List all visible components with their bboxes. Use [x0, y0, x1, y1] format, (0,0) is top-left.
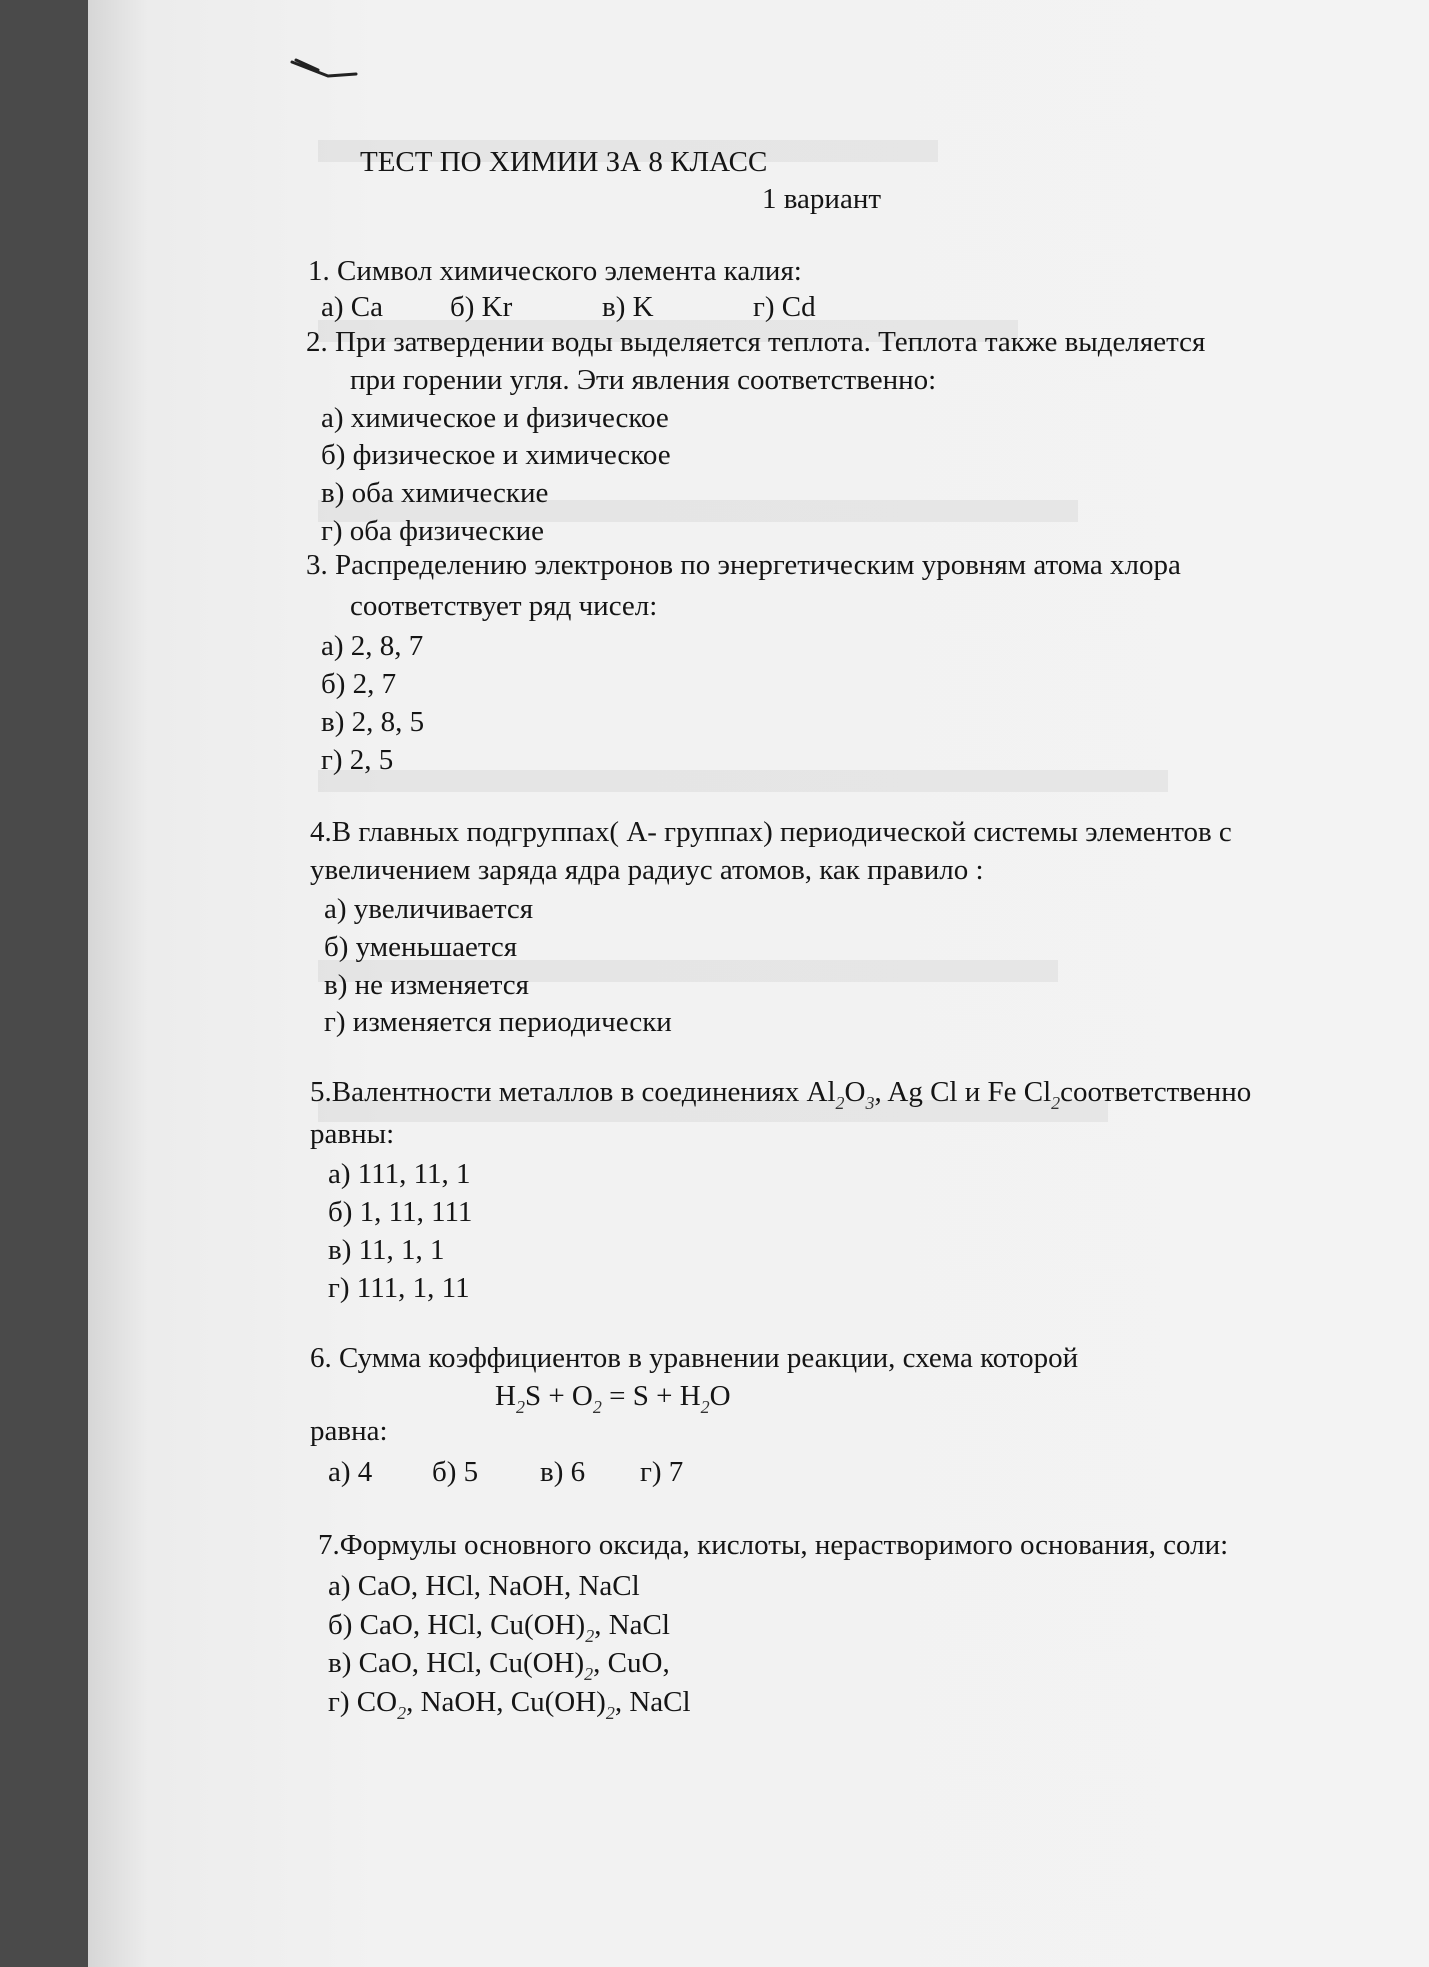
option-b: б) физическое и химическое [321, 439, 671, 471]
option-text: б) CaO, HCl, Cu(OH) [328, 1609, 586, 1641]
option-v: в) K [602, 291, 654, 323]
subscript: 2 [592, 1397, 602, 1417]
option-v: в) оба химические [321, 477, 549, 509]
question-stem: 7.Формулы основного оксида, кислоты, нерастворимого основания, соли: [318, 1529, 1229, 1561]
equation-part: = S + H [601, 1380, 701, 1412]
option-b: б) Kr [450, 291, 513, 323]
option-b: б) 1, 11, 111 [328, 1196, 473, 1228]
option-b: б) уменьшается [324, 931, 518, 963]
handwritten-page-mark [288, 52, 358, 88]
stem-part: O [844, 1076, 866, 1108]
option-a: а) увеличивается [324, 893, 534, 925]
stem-part: 5.Валентности металлов в соединениях Al [310, 1076, 836, 1108]
question-stem-continued: равны: [310, 1118, 395, 1150]
reaction-equation [495, 1378, 731, 1425]
option-text: , NaCl [614, 1686, 691, 1718]
equation-part: S + O [524, 1380, 593, 1412]
subscript: 2 [700, 1397, 710, 1417]
option-a: а) 2, 8, 7 [321, 630, 424, 662]
option-v: в) не изменяется [324, 969, 529, 1001]
option-v: в) 2, 8, 5 [321, 706, 425, 738]
option-a: а) Ca [321, 291, 383, 323]
option-g: г) изменяется периодически [324, 1006, 672, 1038]
option-g: г) Cd [753, 291, 816, 323]
paper-sheet [88, 0, 1429, 1967]
option-text: а) CaO, HCl, NaOH, NaCl [328, 1570, 640, 1602]
option-text: , NaOH, Cu(OH) [406, 1686, 606, 1718]
subscript: 2 [585, 1626, 595, 1646]
variant-label: 1 вариант [762, 183, 882, 215]
subscript: 2 [605, 1703, 615, 1723]
equation-part: O [709, 1380, 731, 1412]
question-stem-continued: равна: [310, 1415, 388, 1447]
option-g [328, 1684, 691, 1731]
option-g: г) 111, 1, 11 [328, 1272, 470, 1304]
subscript: 2 [1051, 1093, 1061, 1113]
option-b: б) 5 [432, 1456, 479, 1488]
option-text: , CuO, [593, 1647, 670, 1679]
question-stem: 2. При затвердении воды выделяется теплота. Теплота также выделяется [306, 326, 1206, 358]
subscript: 2 [584, 1664, 594, 1684]
subscript: 2 [397, 1703, 407, 1723]
stem-part: соответственно [1060, 1076, 1252, 1108]
stem-part: , Ag Cl и Fe Cl [874, 1076, 1052, 1108]
option-b: б) 2, 7 [321, 668, 397, 700]
subscript: 2 [835, 1093, 845, 1113]
subscript: 2 [515, 1397, 525, 1417]
option-a: а) 111, 11, 1 [328, 1158, 471, 1190]
option-v: в) 11, 1, 1 [328, 1234, 445, 1266]
equation-part: H [495, 1380, 516, 1412]
question-stem-continued: соответствует ряд чисел: [350, 590, 658, 622]
question-stem-continued: при горении угля. Эти явления соответственно: [350, 364, 937, 396]
question-stem: 4.В главных подгруппах( А- группах) периодической системы элементов с [310, 816, 1232, 848]
option-g: г) 2, 5 [321, 744, 394, 776]
option-g: г) 7 [640, 1456, 684, 1488]
question-stem-continued: увеличением заряда ядра радиус атомов, как правило : [310, 854, 984, 886]
option-a: а) 4 [328, 1456, 373, 1488]
test-title: ТЕСТ ПО ХИМИИ ЗА 8 КЛАСС [360, 146, 768, 178]
question-stem [310, 1074, 1251, 1121]
option-text: , NaCl [594, 1609, 670, 1641]
option-g: г) оба физические [321, 515, 544, 547]
option-v: в) 6 [540, 1456, 586, 1488]
option-text: в) CaO, HCl, Cu(OH) [328, 1647, 585, 1679]
question-stem: 1. Символ химического элемента калия: [308, 255, 802, 287]
question-stem: 6. Сумма коэффициентов в уравнении реакции, схема которой [310, 1342, 1079, 1374]
subscript: 3 [865, 1093, 875, 1113]
option-a: а) химическое и физическое [321, 402, 669, 434]
option-text: г) CO [328, 1686, 398, 1718]
question-stem: 3. Распределению электронов по энергетическим уровням атома хлора [306, 549, 1181, 581]
option-a [328, 1568, 640, 1604]
